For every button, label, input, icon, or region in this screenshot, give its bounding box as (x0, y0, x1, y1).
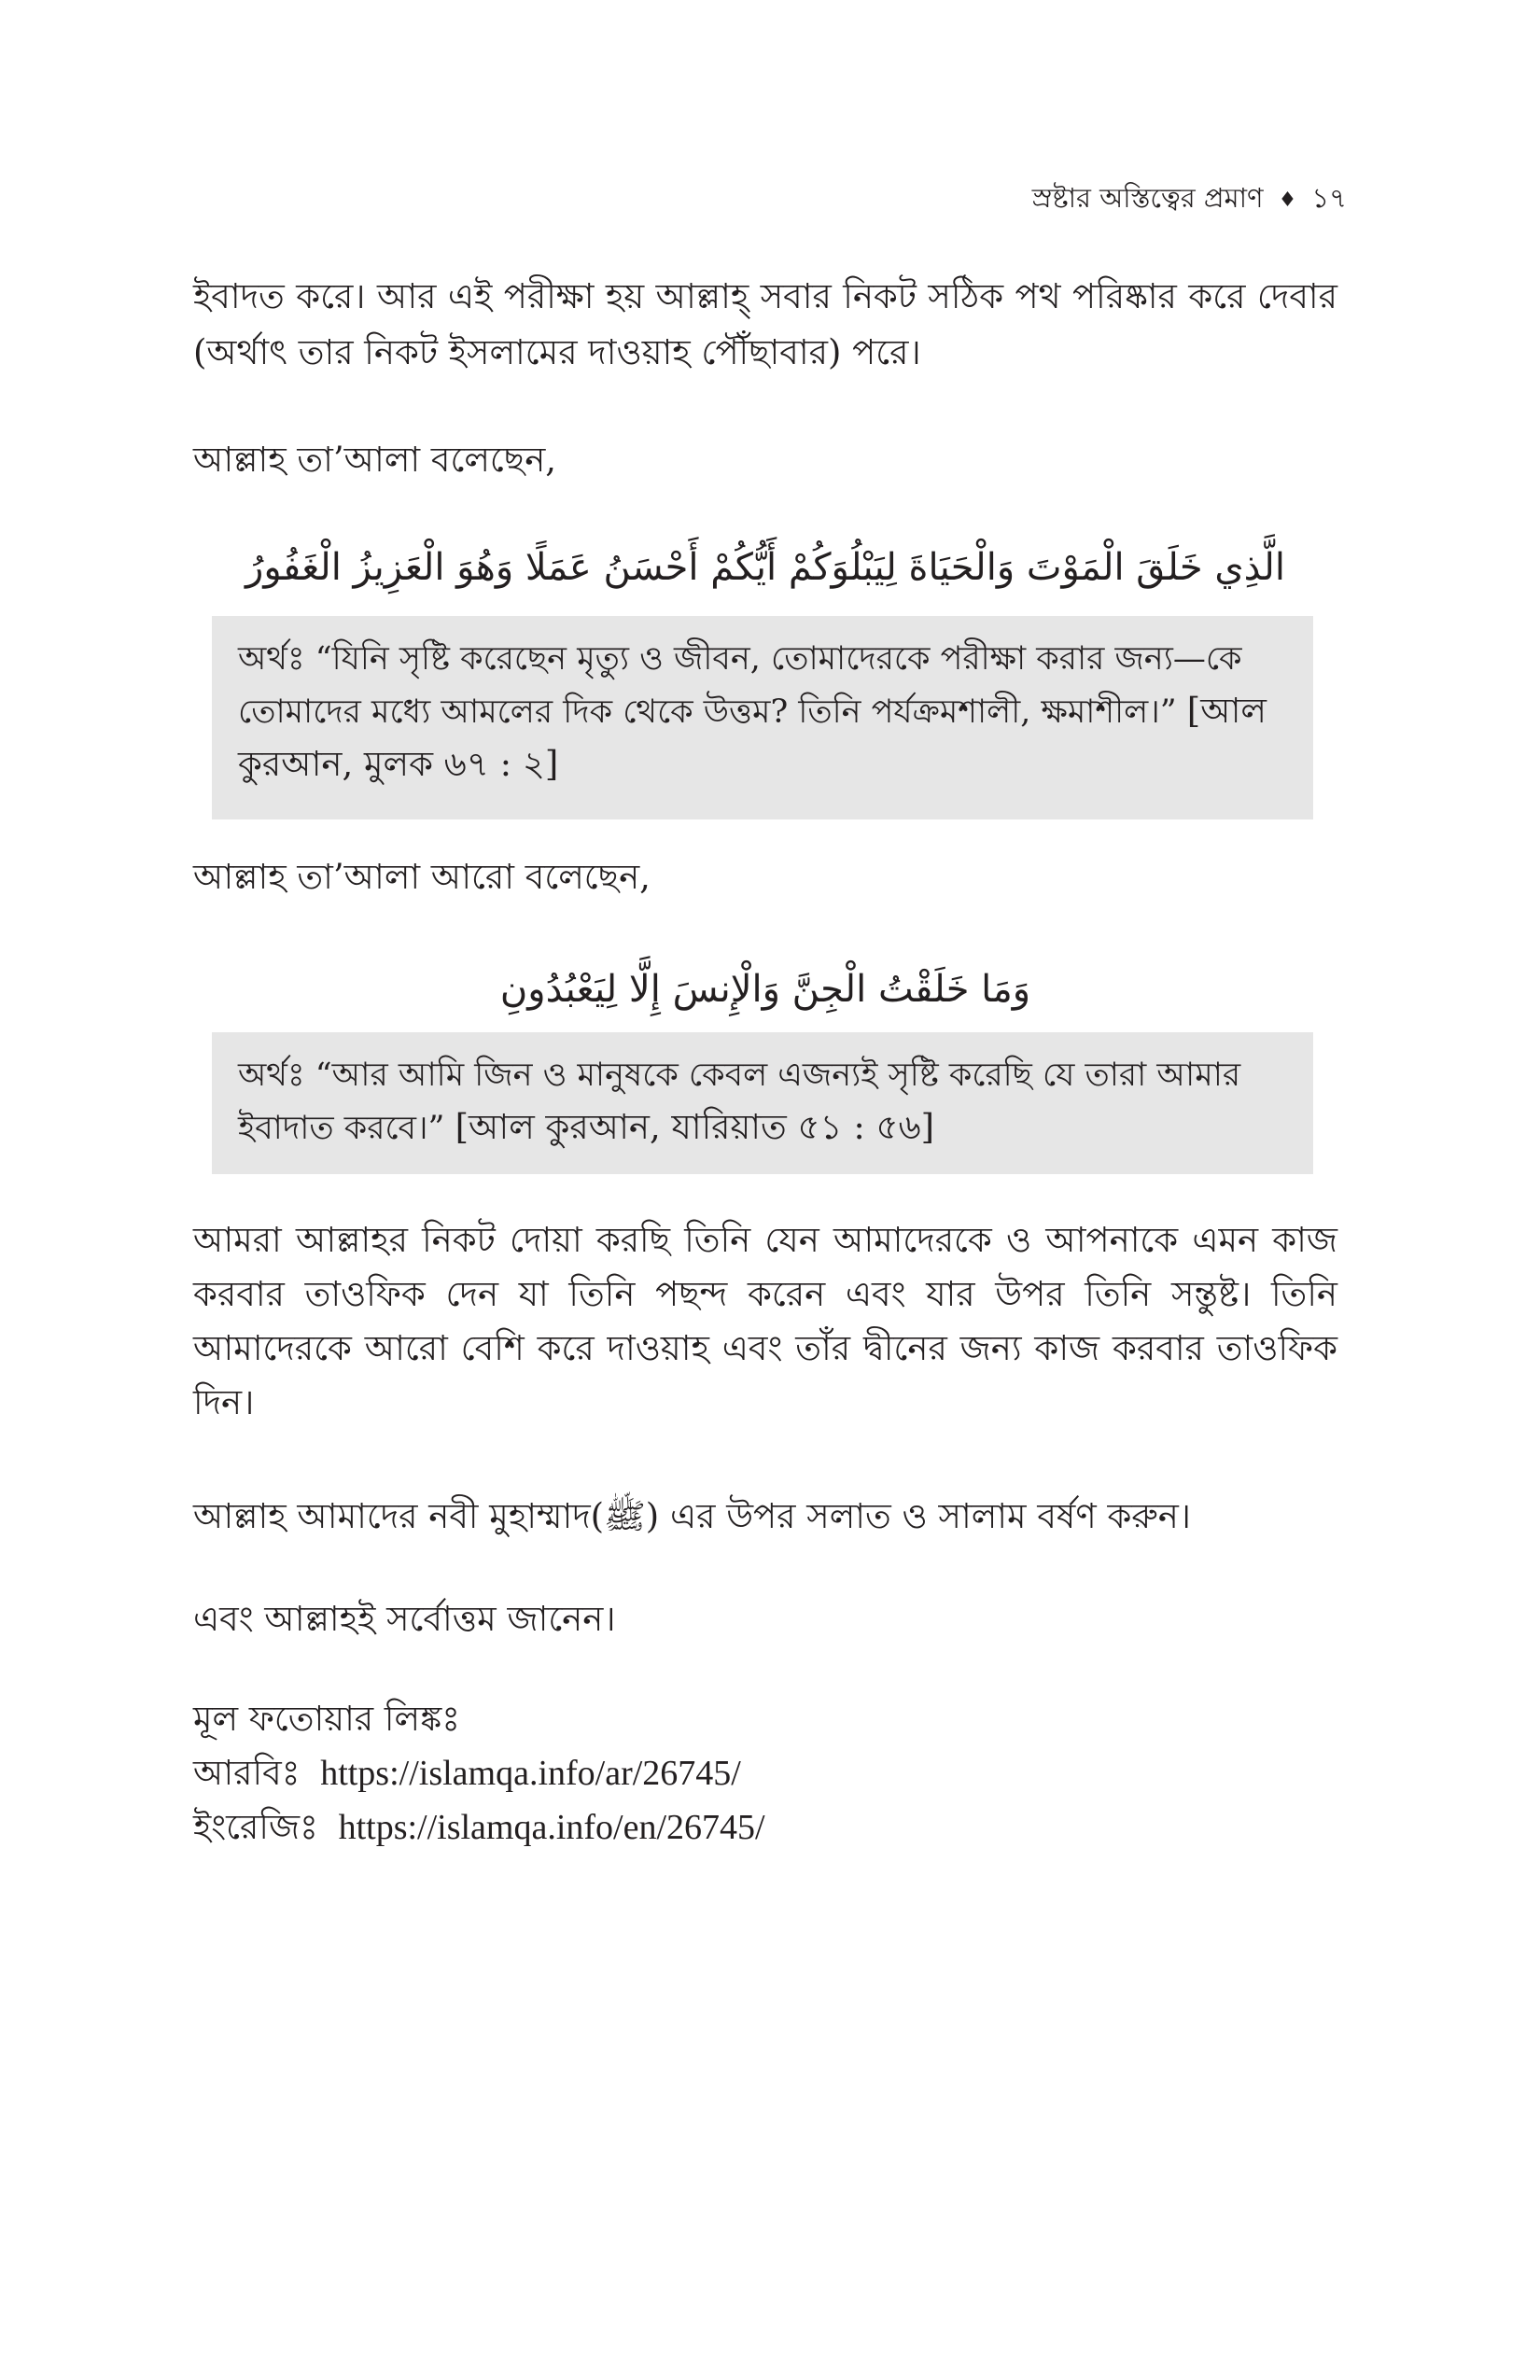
fatwa-links (193, 1692, 765, 1855)
english-link-label: ইংরেজিঃ (193, 1807, 318, 1847)
paragraph-allah-knows-best: এবং আল্লাহই সর্বোত্তম জানেন। (193, 1599, 616, 1639)
citation-mulk: [আল কুরআন, মুলক ৬৭ : ২] (238, 691, 1267, 784)
page-number: ১৭ (1311, 182, 1347, 214)
paragraph-dua: আমরা আল্লাহর নিকট দোয়া করছি তিনি যেন আমাদেরকে ও আপনাকে এমন কাজ করবার তাওফিক দেন যা তিনি পছন্দ করেন এবং যার উপর তিনি সন্তুষ্ট। তিনি আমাদেরকে আরো বেশি করে দাওয়াহ এবং তাঁর দ্বীনের জন্য কাজ করবার তাওফিক দিন। (193, 1220, 1337, 1422)
english-link[interactable]: https://islamqa.info/en/26745/ (338, 1808, 765, 1847)
arabic-link-row (193, 1746, 765, 1800)
translation-box-dhariyat (212, 1032, 1313, 1174)
paragraph-allah-also-said: আল্লাহ তা’আলা আরো বলেছেন, (193, 857, 651, 897)
translation-text-dhariyat: অর্থঃ “আর আমি জিন ও মানুষকে কেবল এজন্যই সৃষ্টি করেছি যে তারা আমার ইবাদাত করবে।” (238, 1057, 1241, 1147)
paragraph-ibadat: ইবাদত করে। আর এই পরীক্ষা হয় আল্লাহ্‌ সবার নিকট সঠিক পথ পরিষ্কার করে দেবার (অর্থাৎ তার নিকট ইসলামের দাওয়াহ পৌঁছাবার) পরে। (193, 276, 1337, 372)
links-heading: মূল ফতোয়ার লিঙ্কঃ (193, 1699, 460, 1739)
english-link-row (193, 1800, 765, 1855)
paragraph-salat: আল্লাহ আমাদের নবী মুহাম্মাদ(ﷺ) এর উপর সলাত ও সালাম বর্ষণ করুন। (193, 1496, 1192, 1536)
translation-box-mulk (212, 616, 1313, 819)
paragraph-allah-said: আল্লাহ তা’আলা বলেছেন, (193, 440, 557, 480)
running-header (1032, 177, 1347, 223)
diamond-ornament-icon: ♦ (1278, 189, 1297, 212)
arabic-verse-mulk: الَّذِي خَلَقَ الْمَوْتَ وَالْحَيَاةَ لِيَبْلُوَكُمْ أَيُّكُمْ أَحْسَنُ عَمَلًا وَهُوَ الْعَزِيزُ الْغَفُورُ (245, 546, 1285, 589)
arabic-link[interactable]: https://islamqa.info/ar/26745/ (320, 1754, 741, 1793)
citation-dhariyat: [আল কুরআন, যারিয়াত ৫১ : ৫৬] (455, 1107, 935, 1147)
arabic-link-label: আরবিঃ (193, 1753, 301, 1793)
header-title: স্রষ্টার অস্তিত্বের প্রমাণ (1031, 182, 1264, 214)
arabic-verse-dhariyat: وَمَا خَلَقْتُ الْجِنَّ وَالْإِنسَ إِلَّا لِيَعْبُدُونِ (499, 968, 1031, 1011)
translation-text-mulk: অর্থঃ “যিনি সৃষ্টি করেছেন মৃত্যু ও জীবন, তোমাদেরকে পরীক্ষা করার জন্য—কে তোমাদের মধ্যে আমলের দিক থেকে উত্তম? তিনি পর্যক্রমশালী, ক্ষমাশীল।” (238, 640, 1242, 731)
